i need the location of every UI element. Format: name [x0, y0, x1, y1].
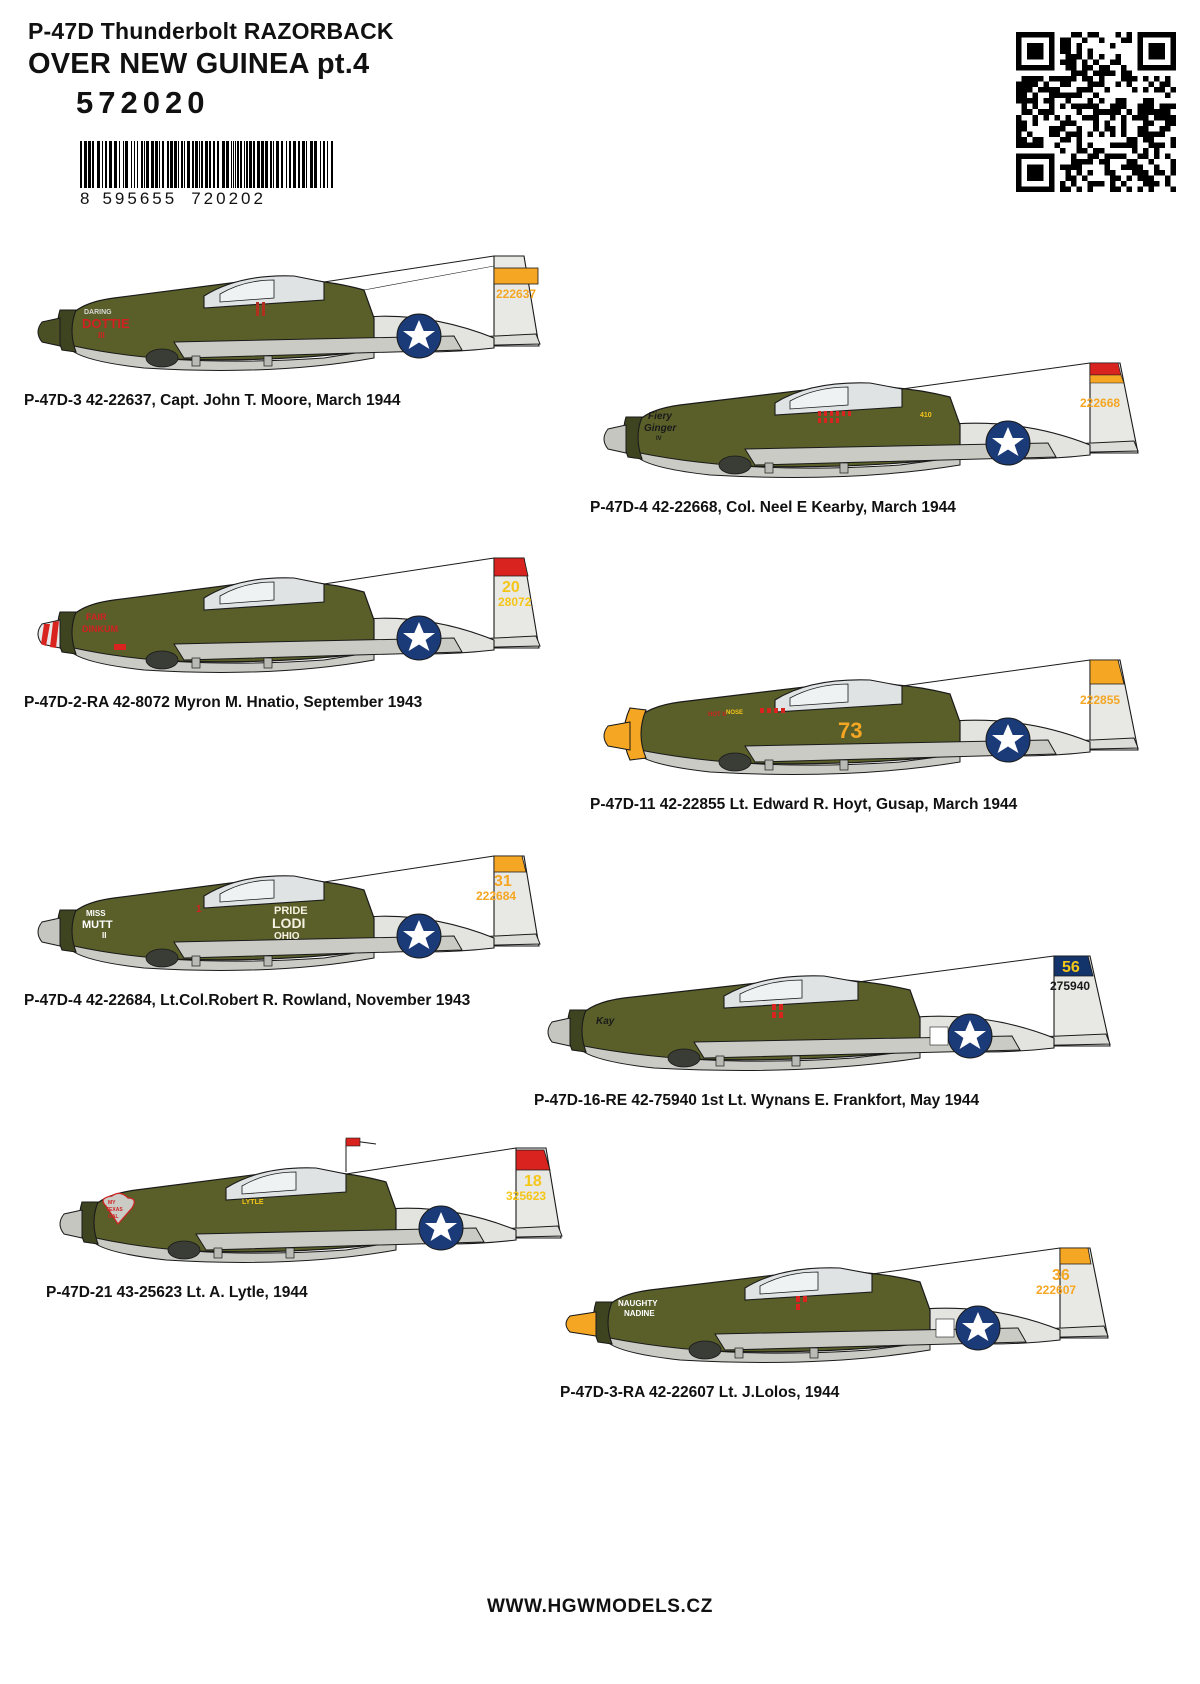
tail-serial-1: 222637: [496, 287, 537, 301]
nose-art-line1-4: HOT ti: [708, 712, 726, 718]
nose-art-line2-4: NOSE: [726, 710, 744, 716]
nose-art-line3-5: II: [102, 931, 107, 940]
aircraft-illustration-7: [46, 1110, 566, 1280]
tail-number-7: 18: [524, 1173, 542, 1190]
product-title-line2: OVER NEW GUINEA pt.4: [28, 48, 370, 80]
barcode-digit-group1: 595655: [102, 189, 178, 208]
product-code: 572020: [76, 85, 210, 120]
aircraft-profile-1: [24, 218, 544, 410]
barcode-digit-left: 8: [80, 189, 91, 208]
profile-caption-7: P-47D-21 43-25623 Lt. A. Lytle, 1944: [46, 1284, 308, 1301]
profile-caption-3: P-47D-2-RA 42-8072 Myron M. Hnatio, September 1943: [24, 694, 423, 711]
barcode-bars: [80, 141, 335, 188]
barcode-digits: [80, 189, 335, 209]
nose-art-line1-6: Kay: [596, 1016, 615, 1027]
document-header: [28, 18, 394, 121]
aircraft-profile-5: [24, 818, 544, 1010]
tail-serial-3: 28072: [498, 595, 532, 609]
nose-art-line1-2: Fiery: [648, 411, 672, 422]
barcode: [80, 141, 335, 209]
footer-url[interactable]: WWW.HGWMODELS.CZ: [487, 1596, 713, 1617]
barcode-digit-group2: 720202: [191, 189, 266, 208]
tail-serial-5: 222684: [476, 889, 517, 903]
tail-serial-2: 222668: [1080, 396, 1121, 410]
tail-number-1: 38: [502, 269, 520, 286]
nose-art-line3-1: III: [98, 331, 105, 340]
aircraft-illustration-1: [24, 218, 544, 388]
aircraft-illustration-6: [534, 918, 1134, 1088]
profile-caption-2: P-47D-4 42-22668, Col. Neel E Kearby, March 1944: [590, 499, 956, 516]
aircraft-profile-2: [590, 325, 1150, 517]
profile-caption-4: P-47D-11 42-22855 Lt. Edward R. Hoyt, Gusap, March 1944: [590, 796, 1018, 813]
aircraft-profile-3: [24, 520, 544, 712]
svg-text:1: 1: [196, 904, 202, 915]
svg-text:LYTLE: LYTLE: [242, 1199, 264, 1206]
qr-code[interactable]: [1016, 32, 1176, 192]
tail-serial-8: 222607: [1036, 1283, 1077, 1297]
tail-number-5: 31: [494, 873, 512, 890]
fuselage-text1-5: PRIDE: [274, 905, 308, 917]
fuselage-text3-5: OHIO: [274, 931, 300, 942]
tail-serial-4: 222855: [1080, 693, 1121, 707]
aircraft-profile-6: [534, 918, 1134, 1110]
nose-art-line1-3: FAIR: [86, 612, 107, 622]
aircraft-illustration-3: [24, 520, 544, 690]
nose-art-line2-1: DOTTIE: [82, 316, 130, 331]
aircraft-illustration-8: [560, 1210, 1120, 1380]
tail-number-6: 56: [1062, 959, 1080, 976]
profile-caption-6: P-47D-16-RE 42-75940 1st Lt. Wynans E. Frankfort, May 1944: [534, 1092, 980, 1109]
svg-text:410: 410: [920, 412, 932, 419]
product-title-line1: P-47D Thunderbolt RAZORBACK: [28, 18, 394, 44]
tail-number-8: 36: [1052, 1267, 1070, 1284]
nose-art-line1-7: MY: [108, 1200, 116, 1206]
aircraft-illustration-4: [590, 622, 1150, 792]
profile-caption-1: P-47D-3 42-22637, Capt. John T. Moore, March 1944: [24, 392, 401, 409]
nose-art-line1-5: MISS: [86, 909, 106, 918]
profile-caption-8: P-47D-3-RA 42-22607 Lt. J.Lolos, 1944: [560, 1384, 840, 1401]
tail-number-3: 20: [502, 579, 520, 596]
profile-caption-5: P-47D-4 42-22684, Lt.Col.Robert R. Rowland, November 1943: [24, 992, 471, 1009]
qr-code-image: [1016, 32, 1176, 192]
aircraft-profile-4: [590, 622, 1150, 814]
nose-art-line2-3: DINKUM: [82, 624, 118, 634]
aircraft-profile-7: [46, 1110, 566, 1302]
nose-art-line3-7: GAL: [108, 1214, 119, 1220]
fuselage-number-4: 73: [838, 718, 863, 743]
nose-art-line3-2: IV: [656, 436, 662, 442]
nose-art-line2-2: Ginger: [644, 423, 677, 434]
nose-art-line2-7: TEXAS: [106, 1207, 123, 1213]
tail-serial-6: 275940: [1050, 979, 1091, 993]
nose-art-line1-8: NAUGHTY: [618, 1299, 658, 1308]
aircraft-profile-8: [560, 1210, 1120, 1402]
aircraft-illustration-2: [590, 325, 1150, 495]
nose-art-line2-8: NADINE: [624, 1309, 655, 1318]
fuselage-text2-5: LODI: [272, 915, 306, 931]
nose-art-line1-1: DARING: [84, 309, 112, 316]
aircraft-illustration-5: [24, 818, 544, 988]
tail-serial-7: 325623: [506, 1189, 547, 1203]
nose-art-line2-5: MUTT: [82, 919, 113, 931]
